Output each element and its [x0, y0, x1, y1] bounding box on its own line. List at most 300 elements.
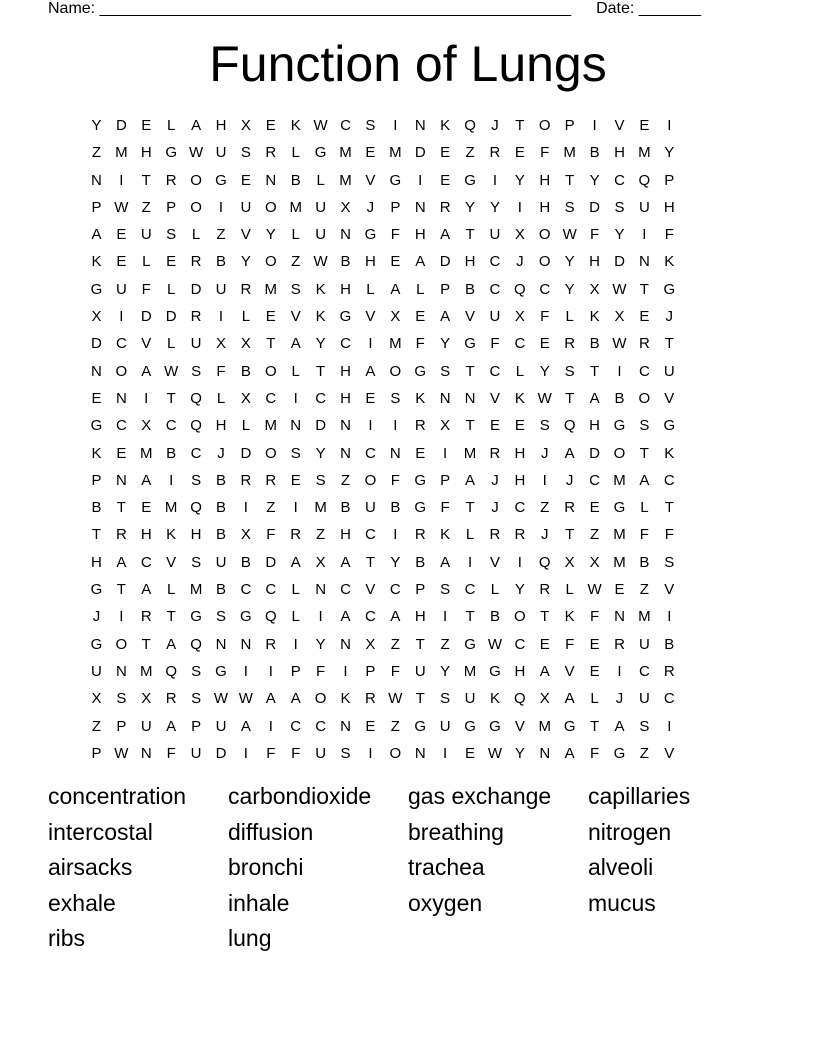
grid-letter: W [188, 144, 204, 162]
grid-letter: M [389, 335, 402, 353]
grid-letter: K [664, 253, 675, 271]
grid-letter: G [414, 717, 427, 735]
grid-letter: Z [639, 581, 649, 599]
grid-letter: L [167, 335, 176, 353]
word-list-item: lung [228, 925, 272, 951]
grid-letter: U [315, 198, 327, 216]
grid-letter: D [165, 308, 177, 326]
grid-letter: A [564, 744, 575, 762]
grid-letter: H [539, 171, 551, 189]
grid-letter: E [365, 144, 376, 162]
grid-letter: A [91, 226, 102, 244]
grid-letter: X [440, 417, 451, 435]
word-list-item: mucus [588, 889, 656, 916]
grid-letter: V [664, 744, 675, 762]
grid-letter: A [539, 662, 550, 680]
grid-letter: L [515, 362, 525, 380]
grid-letter: V [664, 389, 675, 407]
grid-letter: K [166, 526, 177, 544]
grid-letter: R [638, 335, 650, 353]
grid-letter: U [315, 226, 327, 244]
grid-letter: X [539, 690, 550, 708]
grid-letter: R [165, 690, 177, 708]
grid-letter: I [218, 308, 224, 326]
grid-letter: N [539, 744, 551, 762]
grid-letter: A [116, 553, 127, 571]
grid-letter: U [215, 280, 227, 298]
grid-letter: H [340, 362, 351, 380]
grid-letter: A [564, 690, 575, 708]
grid-letter: B [415, 553, 426, 571]
grid-letter: J [366, 198, 375, 216]
grid-letter: Y [240, 253, 251, 271]
grid-letter: C [489, 362, 501, 380]
word-list-item: capillaries [588, 783, 691, 809]
grid-letter: Z [91, 717, 102, 735]
grid-letter: T [639, 444, 649, 462]
grid-letter: O [314, 690, 327, 708]
grid-letter: I [467, 553, 473, 571]
grid-letter: P [91, 198, 102, 216]
grid-letter: N [439, 389, 451, 407]
grid-letter: F [266, 744, 276, 762]
grid-letter: M [463, 444, 477, 462]
grid-letter: X [240, 389, 251, 407]
grid-letter: G [90, 417, 103, 435]
grid-letter: T [565, 389, 575, 407]
grid-letter: L [590, 690, 599, 708]
grid-letter: I [268, 717, 273, 735]
grid-letter: F [540, 144, 550, 162]
grid-letter: T [415, 690, 425, 708]
grid-letter: P [166, 198, 177, 216]
grid-letter: K [315, 280, 326, 298]
grid-letter: H [340, 280, 351, 298]
grid-letter: A [290, 553, 301, 571]
grid-letter: Q [165, 662, 177, 680]
grid-letter: W [114, 744, 129, 762]
grid-letter: N [91, 171, 102, 189]
grid-letter: P [415, 581, 426, 599]
grid-letter: K [340, 690, 351, 708]
grid-letter: W [238, 690, 253, 708]
grid-letter: T [166, 608, 176, 626]
grid-row [84, 385, 732, 412]
grid-letter: G [563, 717, 576, 735]
grid-letter: I [592, 117, 597, 134]
grid-letter: D [115, 117, 127, 134]
grid-letter: U [190, 744, 202, 762]
grid-letter: Q [514, 690, 526, 708]
grid-letter: T [365, 553, 375, 571]
grid-letter: G [389, 171, 402, 189]
grid-letter: T [415, 635, 425, 653]
grid-letter: Q [464, 117, 476, 134]
grid-letter: T [540, 608, 550, 626]
grid-letter: E [639, 308, 650, 326]
grid-letter: C [663, 690, 675, 708]
grid-letter: Y [514, 744, 525, 762]
grid-letter: N [389, 444, 401, 462]
grid-letter: C [340, 335, 351, 353]
word-list-item: airsacks [48, 854, 133, 880]
grid-letter: U [365, 499, 376, 517]
grid-letter: Z [291, 253, 301, 271]
grid-letter: I [368, 335, 373, 353]
word-list-item: exhale [48, 889, 116, 916]
grid-letter: O [264, 253, 277, 271]
grid-letter: F [141, 280, 151, 298]
grid-letter: X [365, 635, 376, 653]
grid-letter: F [589, 608, 600, 626]
grid-letter: T [465, 362, 475, 380]
grid-letter: L [291, 362, 300, 380]
grid-letter: F [540, 308, 550, 326]
grid-letter: C [514, 335, 526, 353]
grid-letter: N [91, 362, 102, 380]
grid-letter: G [90, 581, 103, 599]
grid-letter: M [638, 608, 651, 626]
grid-letter: K [664, 444, 675, 462]
grid-letter: N [614, 608, 625, 626]
grid-letter: G [663, 417, 676, 435]
grid-letter: H [91, 553, 102, 571]
grid-row [84, 194, 732, 221]
grid-letter: E [614, 581, 625, 599]
grid-letter: T [664, 335, 674, 353]
grid-letter: H [140, 144, 152, 162]
grid-letter: X [589, 280, 600, 298]
grid-letter: W [114, 198, 129, 216]
grid-letter: S [564, 362, 575, 380]
grid-letter: E [440, 171, 451, 189]
grid-letter: R [290, 526, 302, 544]
grid-letter: Z [216, 226, 226, 244]
grid-letter: N [340, 226, 351, 244]
grid-letter: A [639, 471, 650, 489]
grid-letter: S [290, 280, 301, 298]
grid-letter: V [664, 581, 675, 599]
grid-letter: X [564, 553, 575, 571]
grid-letter: A [415, 253, 426, 271]
grid-letter: T [141, 171, 151, 189]
grid-letter: R [539, 581, 551, 599]
grid-letter: M [563, 144, 576, 162]
grid-letter: P [664, 171, 675, 189]
grid-letter: E [539, 635, 550, 653]
grid-letter: R [439, 198, 451, 216]
grid-letter: Z [540, 499, 550, 517]
grid-letter: B [240, 553, 251, 571]
grid-letter: M [638, 144, 651, 162]
word-list-item: concentration [48, 783, 187, 809]
name-field: Name: _____________________________________________________ [48, 0, 572, 17]
grid-letter: E [290, 471, 301, 489]
grid-letter: U [140, 226, 152, 244]
grid-letter: G [663, 280, 676, 298]
grid-letter: A [440, 308, 451, 326]
grid-letter: Y [564, 280, 575, 298]
grid-letter: W [487, 635, 503, 653]
grid-letter: G [314, 144, 327, 162]
grid-letter: G [414, 471, 427, 489]
grid-letter: X [240, 117, 251, 134]
grid-letter: N [414, 198, 426, 216]
grid-letter: M [314, 499, 327, 517]
grid-letter: T [465, 226, 475, 244]
grid-letter: C [265, 581, 277, 599]
grid-letter: X [240, 526, 251, 544]
word-list-item: intercostal [48, 818, 153, 845]
grid-row [84, 330, 732, 357]
grid-letter: S [614, 198, 625, 216]
grid-letter: L [291, 226, 300, 244]
grid-letter: O [364, 471, 377, 489]
grid-letter: O [115, 635, 128, 653]
grid-letter: P [365, 662, 376, 680]
grid-letter: Z [440, 635, 450, 653]
grid-letter: N [115, 389, 127, 407]
grid-letter: T [639, 280, 649, 298]
word-list-item: gas exchange [408, 783, 552, 809]
word-list-item: oxygen [408, 889, 483, 916]
grid-letter: N [315, 581, 327, 599]
grid-letter: W [388, 690, 403, 708]
grid-letter: X [215, 335, 226, 353]
grid-letter: E [265, 308, 276, 326]
grid-letter: N [340, 635, 351, 653]
grid-letter: J [491, 117, 499, 134]
grid-letter: G [464, 335, 476, 353]
grid-letter: R [190, 253, 202, 271]
grid-letter: U [489, 226, 501, 244]
grid-letter: A [166, 635, 177, 653]
grid-letter: G [240, 608, 252, 626]
grid-letter: U [140, 717, 152, 735]
word-list-item: ribs [48, 925, 86, 951]
grid-letter: J [491, 499, 499, 517]
grid-letter: U [215, 144, 227, 162]
grid-letter: B [465, 280, 476, 298]
grid-letter: D [215, 744, 227, 762]
grid-letter: A [191, 117, 202, 134]
grid-letter: W [562, 226, 577, 244]
grid-letter: C [589, 471, 600, 489]
grid-letter: E [639, 117, 650, 134]
grid-row [84, 276, 732, 303]
grid-letter: V [564, 662, 575, 680]
grid-letter: M [264, 417, 278, 435]
grid-letter: C [115, 417, 127, 435]
grid-letter: N [215, 635, 227, 653]
grid-letter: G [464, 635, 476, 653]
grid-letter: G [613, 499, 626, 517]
grid-letter: Q [190, 389, 202, 407]
grid-letter: V [489, 553, 500, 571]
grid-letter: O [613, 444, 626, 462]
grid-letter: W [313, 117, 328, 134]
grid-letter: N [115, 471, 127, 489]
grid-letter: S [191, 690, 202, 708]
grid-letter: T [589, 362, 600, 380]
grid-letter: G [613, 744, 626, 762]
grid-letter: I [617, 362, 622, 380]
grid-letter: I [393, 526, 398, 544]
grid-letter: F [589, 226, 600, 244]
word-list-item: alveoli [588, 854, 654, 880]
grid-letter: W [313, 253, 328, 271]
grid-letter: K [564, 608, 575, 626]
grid-letter: H [190, 526, 202, 544]
grid-letter: U [638, 690, 650, 708]
grid-letter: E [489, 417, 500, 435]
grid-letter: W [612, 335, 627, 353]
grid-letter: Y [589, 171, 600, 189]
grid-letter: A [290, 335, 301, 353]
grid-letter: S [390, 389, 401, 407]
grid-letter: F [291, 744, 301, 762]
grid-letter: B [589, 335, 600, 353]
grid-letter: W [164, 362, 179, 380]
word-list-item: diffusion [228, 818, 314, 845]
grid-letter: N [265, 171, 277, 189]
grid-letter: F [390, 662, 400, 680]
grid-letter: G [90, 635, 103, 653]
grid-letter: R [489, 144, 501, 162]
grid-letter: A [166, 717, 177, 735]
word-list-item: bronchi [228, 854, 304, 880]
grid-letter: R [190, 308, 202, 326]
grid-row [84, 303, 732, 330]
grid-letter: E [415, 444, 426, 462]
grid-letter: A [141, 471, 152, 489]
grid-letter: K [440, 526, 451, 544]
grid-letter: P [191, 717, 202, 735]
grid-letter: J [565, 471, 574, 489]
grid-letter: I [343, 662, 348, 680]
grid-letter: Y [664, 144, 675, 162]
grid-letter: S [365, 117, 376, 134]
grid-letter: L [291, 144, 300, 162]
grid-letter: I [293, 499, 298, 517]
grid-letter: E [141, 117, 152, 134]
grid-letter: L [167, 117, 176, 134]
grid-letter: O [264, 198, 277, 216]
grid-letter: J [491, 471, 499, 489]
grid-letter: K [415, 389, 426, 407]
grid-row [84, 521, 732, 548]
grid-letter: N [115, 662, 127, 680]
grid-letter: J [615, 690, 624, 708]
grid-row [84, 467, 732, 494]
grid-letter: L [291, 608, 300, 626]
grid-letter: C [365, 444, 376, 462]
grid-letter: S [639, 417, 650, 435]
grid-letter: M [339, 144, 352, 162]
grid-letter: G [364, 226, 377, 244]
grid-letter: H [514, 471, 526, 489]
grid-letter: B [390, 499, 401, 517]
grid-letter: C [539, 280, 551, 298]
grid-letter: M [613, 471, 626, 489]
grid-letter: N [464, 389, 476, 407]
grid-letter: N [290, 417, 302, 435]
grid-letter: I [517, 553, 522, 571]
grid-letter: L [490, 581, 500, 599]
grid-letter: K [290, 117, 301, 134]
grid-row [84, 603, 732, 630]
grid-letter: N [240, 635, 252, 653]
grid-letter: I [517, 198, 522, 216]
grid-letter: S [639, 717, 650, 735]
grid-row [84, 740, 732, 767]
grid-letter: H [414, 226, 426, 244]
grid-letter: I [119, 171, 124, 189]
grid-letter: M [289, 198, 302, 216]
grid-letter: R [165, 171, 177, 189]
grid-letter: N [340, 444, 351, 462]
grid-letter: S [191, 553, 202, 571]
grid-letter: K [315, 308, 326, 326]
grid-letter: R [414, 526, 426, 544]
grid-letter: I [243, 662, 248, 680]
grid-letter: H [514, 444, 526, 462]
grid-row [84, 685, 732, 712]
grid-letter: I [542, 471, 547, 489]
grid-letter: C [340, 581, 351, 599]
grid-letter: D [439, 253, 451, 271]
grid-letter: E [440, 144, 451, 162]
grid-letter: L [366, 280, 375, 298]
grid-letter: X [514, 226, 525, 244]
grid-letter: R [140, 608, 152, 626]
grid-letter: U [215, 717, 227, 735]
grid-letter: F [639, 526, 649, 544]
grid-letter: G [414, 499, 427, 517]
grid-letter: C [614, 171, 625, 189]
grid-letter: U [215, 553, 227, 571]
grid-letter: F [664, 226, 674, 244]
grid-letter: D [315, 417, 327, 435]
grid-letter: Z [141, 198, 151, 216]
grid-letter: D [91, 335, 102, 353]
grid-letter: E [141, 499, 152, 517]
grid-letter: T [91, 526, 102, 544]
page-title: Function of Lungs [209, 36, 607, 92]
grid-letter: C [190, 444, 202, 462]
grid-letter: E [390, 253, 401, 271]
grid-letter: X [240, 335, 251, 353]
grid-letter: S [215, 608, 226, 626]
grid-letter: G [90, 280, 103, 298]
grid-letter: C [365, 608, 376, 626]
grid-letter: H [365, 253, 376, 271]
grid-letter: E [514, 417, 525, 435]
grid-letter: G [215, 171, 227, 189]
word-list [48, 779, 788, 957]
grid-letter: B [639, 553, 650, 571]
grid-letter: B [215, 499, 226, 517]
grid-letter: T [316, 362, 326, 380]
grid-letter: P [290, 662, 301, 680]
grid-letter: C [365, 526, 376, 544]
grid-letter: C [389, 581, 401, 599]
grid-letter: G [165, 144, 177, 162]
grid-letter: O [538, 226, 551, 244]
grid-letter: R [365, 690, 376, 708]
grid-letter: M [164, 499, 178, 517]
grid-letter: S [191, 662, 202, 680]
